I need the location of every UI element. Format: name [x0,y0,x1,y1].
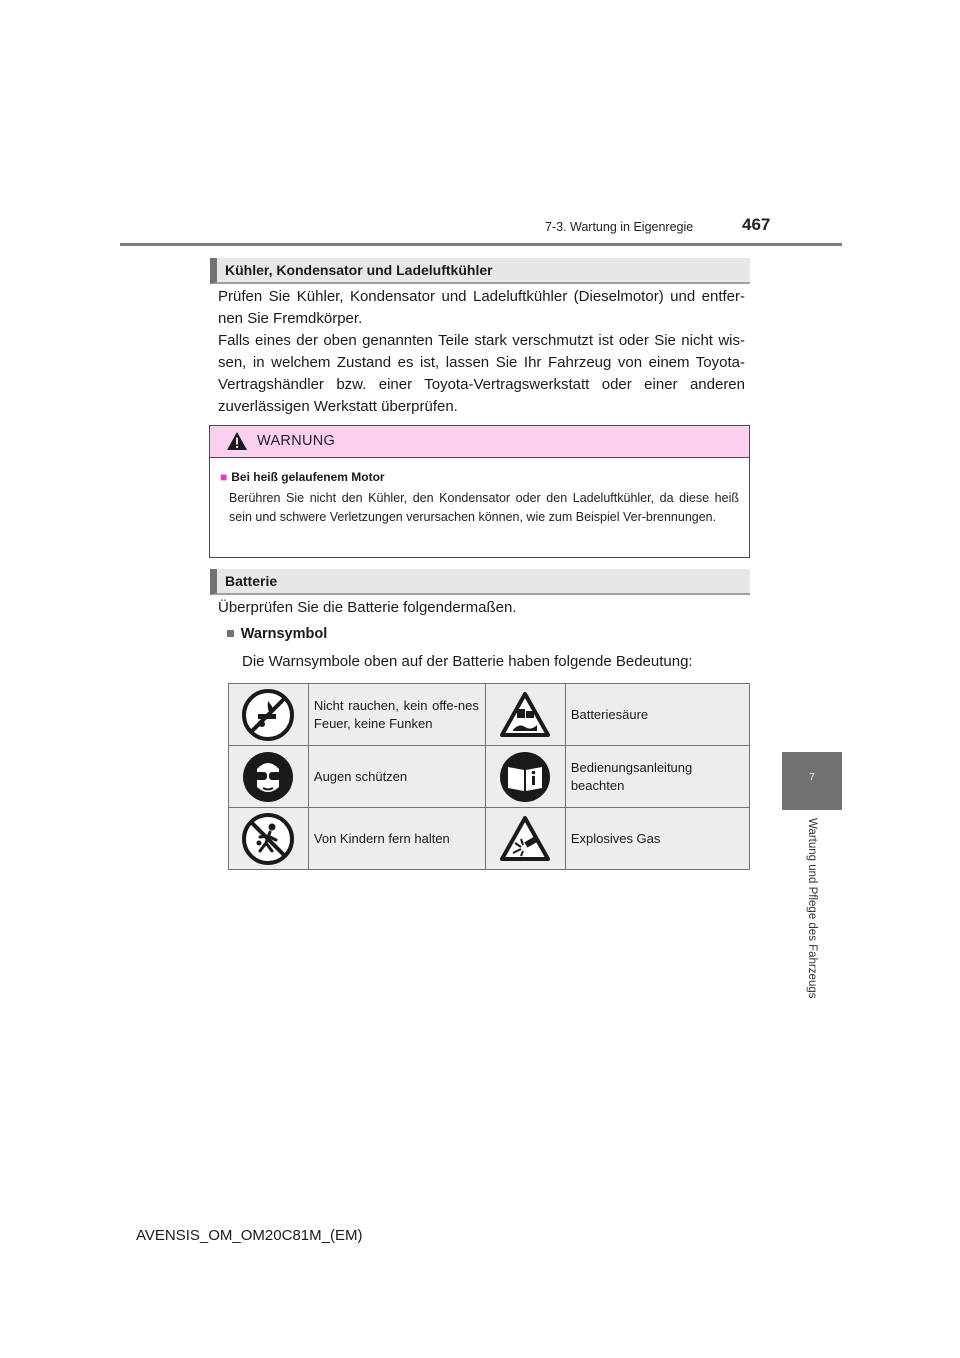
section-heading-text: Kühler, Kondensator und Ladeluftkühler [225,262,493,278]
paragraph: Prüfen Sie Kühler, Kondensator und Ladeluftkühler (Dieselmotor) und entfer-nen Sie Fremdkörper. [218,288,745,327]
section1-body [218,286,745,418]
square-bullet-icon: ■ [226,626,235,642]
table-cell-text: Bedienungsanleitung beachten [565,746,749,808]
explosive-gas-icon [499,815,551,863]
keep-away-children-icon [242,813,294,865]
warning-subheading [220,470,385,484]
warning-box [209,425,750,558]
paragraph: Falls eines der oben genannten Teile stark verschmutzt ist oder Sie nicht wis-sen, in welchem Zustand es ist, lassen Sie Ihr Fahrzeug von einem Toyota-Vertragshändler bzw. einer Toyota-Vertragswerkstatt oder einer anderen zuverlässigen Werkstatt überprüfen. [218,332,745,415]
table-cell-icon [485,684,565,746]
table-row [229,746,750,808]
table-cell-icon [485,808,565,870]
square-bullet-icon: ■ [220,470,228,484]
section-heading-text: Batterie [225,573,278,589]
table-cell-text: Augen schützen [308,746,485,808]
table-cell-text: Explosives Gas [565,808,749,870]
bullet-title: Warnsymbol [240,626,328,642]
eye-protection-icon [242,751,294,803]
bullet-text: Die Warnsymbole oben auf der Batterie haben folgende Bedeutung: [242,653,693,670]
chapter-number: 7 [809,772,815,783]
header-rule [120,243,842,246]
battery-acid-icon [499,691,551,739]
table-cell-icon [485,746,565,808]
read-manual-icon [499,751,551,803]
page-number: 467 [742,215,771,234]
bullet-warnsymbol [226,626,327,642]
chapter-tab [782,752,842,810]
battery-intro: Überprüfen Sie die Batterie folgendermaßen. [218,599,517,616]
table-row [229,684,750,746]
warning-title: WARNUNG [257,433,336,449]
section-heading-kuehler [210,258,750,284]
section-header: 7-3. Wartung in Eigenregie [545,220,694,234]
table-cell-text: Von Kindern fern halten [308,808,485,870]
chapter-label: Wartung und Pflege des Fahrzeugs [806,818,818,999]
document-code: AVENSIS_OM_OM20C81M_(EM) [136,1227,363,1244]
warning-header [210,426,749,458]
warning-subheading-text: Bei heiß gelaufenem Motor [231,470,385,484]
no-smoking-no-fire-icon [242,689,294,741]
table-cell-text: Batteriesäure [565,684,749,746]
table-cell-text: Nicht rauchen, kein offe-nes Feuer, keine Funken [308,684,485,746]
warning-triangle-icon [226,431,248,451]
table-row [229,808,750,870]
section-heading-batterie [210,569,750,595]
warning-text: Berühren Sie nicht den Kühler, den Kondensator oder den Ladeluftkühler, da diese heiß sein und schwere Verletzungen verursachen können, wie zum Beispiel Ver-brennungen. [229,491,739,524]
table-cell-icon [229,746,309,808]
symbols-table [228,683,750,870]
table-cell-icon [229,684,309,746]
table-cell-icon [229,808,309,870]
